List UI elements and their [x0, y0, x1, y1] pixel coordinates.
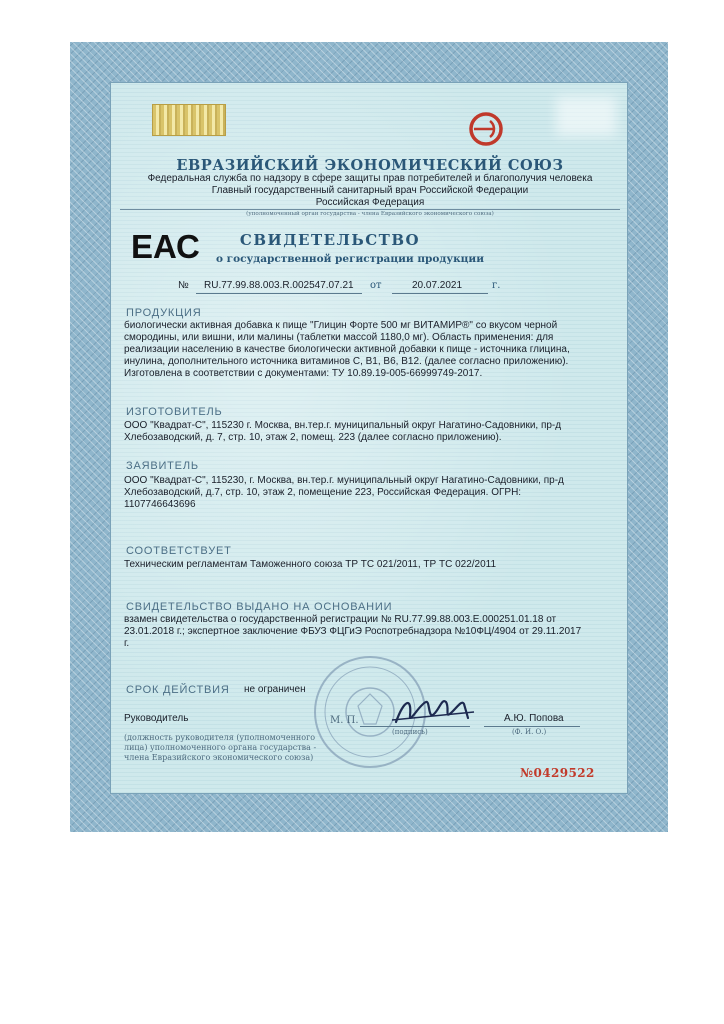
- union-title: ЕВРАЗИЙСКИЙ ЭКОНОМИЧЕСКИЙ СОЮЗ: [176, 157, 564, 174]
- certificate-title: СВИДЕТЕЛЬСТВО: [239, 231, 421, 249]
- position-caption-2: лица) уполномоченного органа государства -: [124, 743, 317, 752]
- eac-mark: [130, 226, 200, 265]
- applicant-label: ЗАЯВИТЕЛЬ: [126, 460, 199, 472]
- agency-line-3: Российская Федерация: [315, 197, 425, 208]
- product-line-1: биологически активная добавка к пище "Глицин Форте 500 мг ВИТАМИР®" со вкусом черной: [124, 320, 558, 331]
- conformity-line-1: Техническим регламентам Таможенного союза ТР ТС 021/2011, ТР ТС 022/2011: [124, 559, 497, 570]
- manufacturer-label: ИЗГОТОВИТЕЛЬ: [126, 406, 223, 418]
- applicant-line-3: 1107746643696: [124, 499, 196, 510]
- product-line-4: инулина, дополнительного источника витаминов С, В1, В6, В12. (далее согласно приложению).: [124, 356, 569, 367]
- manufacturer-line-1: ООО "Квадрат-С", 115230 г. Москва, вн.тер.г. муниципальный округ Нагатино-Садовники, пр-д: [124, 420, 562, 431]
- eac-mark-text: ЕАС: [131, 228, 200, 265]
- basis-label: СВИДЕТЕЛЬСТВО ВЫДАНО НА ОСНОВАНИИ: [126, 601, 393, 613]
- product-line-3: реализации населению в качестве биологически активной добавки к пище - источника глицина,: [124, 344, 570, 355]
- date-underline: [392, 293, 488, 294]
- registration-number: RU.77.99.88.003.R.002547.07.21: [204, 280, 354, 291]
- signature-underline: [360, 726, 470, 727]
- agency-caption: (уполномоченный орган государства - члена Евразийского экономического союза): [120, 209, 620, 217]
- agency-line-2: Главный государственный санитарный врач Российской Федерации: [211, 185, 529, 196]
- basis-line-2: 23.01.2018 г.; экспертное заключение ФБУЗ ФЦГиЭ Роспотребнадзора №10ФЦ/4904 от 29.11.2017: [124, 626, 582, 637]
- applicant-line-1: ООО "Квадрат-С", 115230, г. Москва, вн.тер.г. муниципальный округ Нагатино-Садовники, пр-д: [124, 475, 564, 486]
- certificate-subtitle: о государственной регистрации продукции: [216, 253, 484, 265]
- signature-icon: [390, 690, 476, 730]
- name-underline: [484, 726, 580, 727]
- conformity-label: СООТВЕТСТВУЕТ: [126, 545, 232, 557]
- position-caption-3: члена Евразийского экономического союза): [124, 753, 314, 762]
- signatory-name: А.Ю. Попова: [504, 713, 564, 724]
- from-label: от: [370, 280, 382, 291]
- mp-label: М. П.: [330, 715, 359, 726]
- validity-label: СРОК ДЕЙСТВИЯ: [126, 684, 230, 696]
- validity-value: не ограничен: [244, 684, 306, 695]
- serial-number: №0429522: [520, 766, 595, 780]
- conformity-logo-icon: [464, 112, 508, 146]
- registration-date: 20.07.2021: [412, 280, 463, 291]
- signature-caption: (подпись): [392, 728, 428, 736]
- hologram-sticker: [152, 104, 226, 136]
- agency-line-1: Федеральная служба по надзору в сфере защиты прав потребителей и благополучия человека: [147, 173, 593, 184]
- basis-line-1: взамен свидетельства о государственной регистрации № RU.77.99.88.003.Е.000251.01.18 от: [124, 614, 557, 625]
- position-caption-1: (должность руководителя (уполномоченного: [124, 733, 316, 742]
- glare-patch: [556, 96, 616, 136]
- applicant-line-2: Хлебозаводский, д.7, стр. 10, этаж 2, помещение 223, Российская Федерация. ОГРН:: [124, 487, 522, 498]
- year-suffix: г.: [492, 280, 501, 291]
- number-underline: [196, 293, 362, 294]
- product-line-5: Изготовлена в соответствии с документами: ТУ 10.89.19-005-66999749-2017.: [124, 368, 483, 379]
- manufacturer-line-2: Хлебозаводский, д. 7, стр. 10, этаж 2, помещ. 223 (далее согласно приложению).: [124, 432, 502, 443]
- name-caption: (Ф. И. О.): [512, 728, 547, 736]
- number-sign: №: [178, 280, 189, 291]
- head-label: Руководитель: [124, 713, 189, 724]
- product-label: ПРОДУКЦИЯ: [126, 307, 202, 319]
- basis-line-3: г.: [124, 638, 130, 649]
- product-line-2: смородины, или вишни, или малины (таблетки массой 1180,0 мг). Область применения: для: [124, 332, 554, 343]
